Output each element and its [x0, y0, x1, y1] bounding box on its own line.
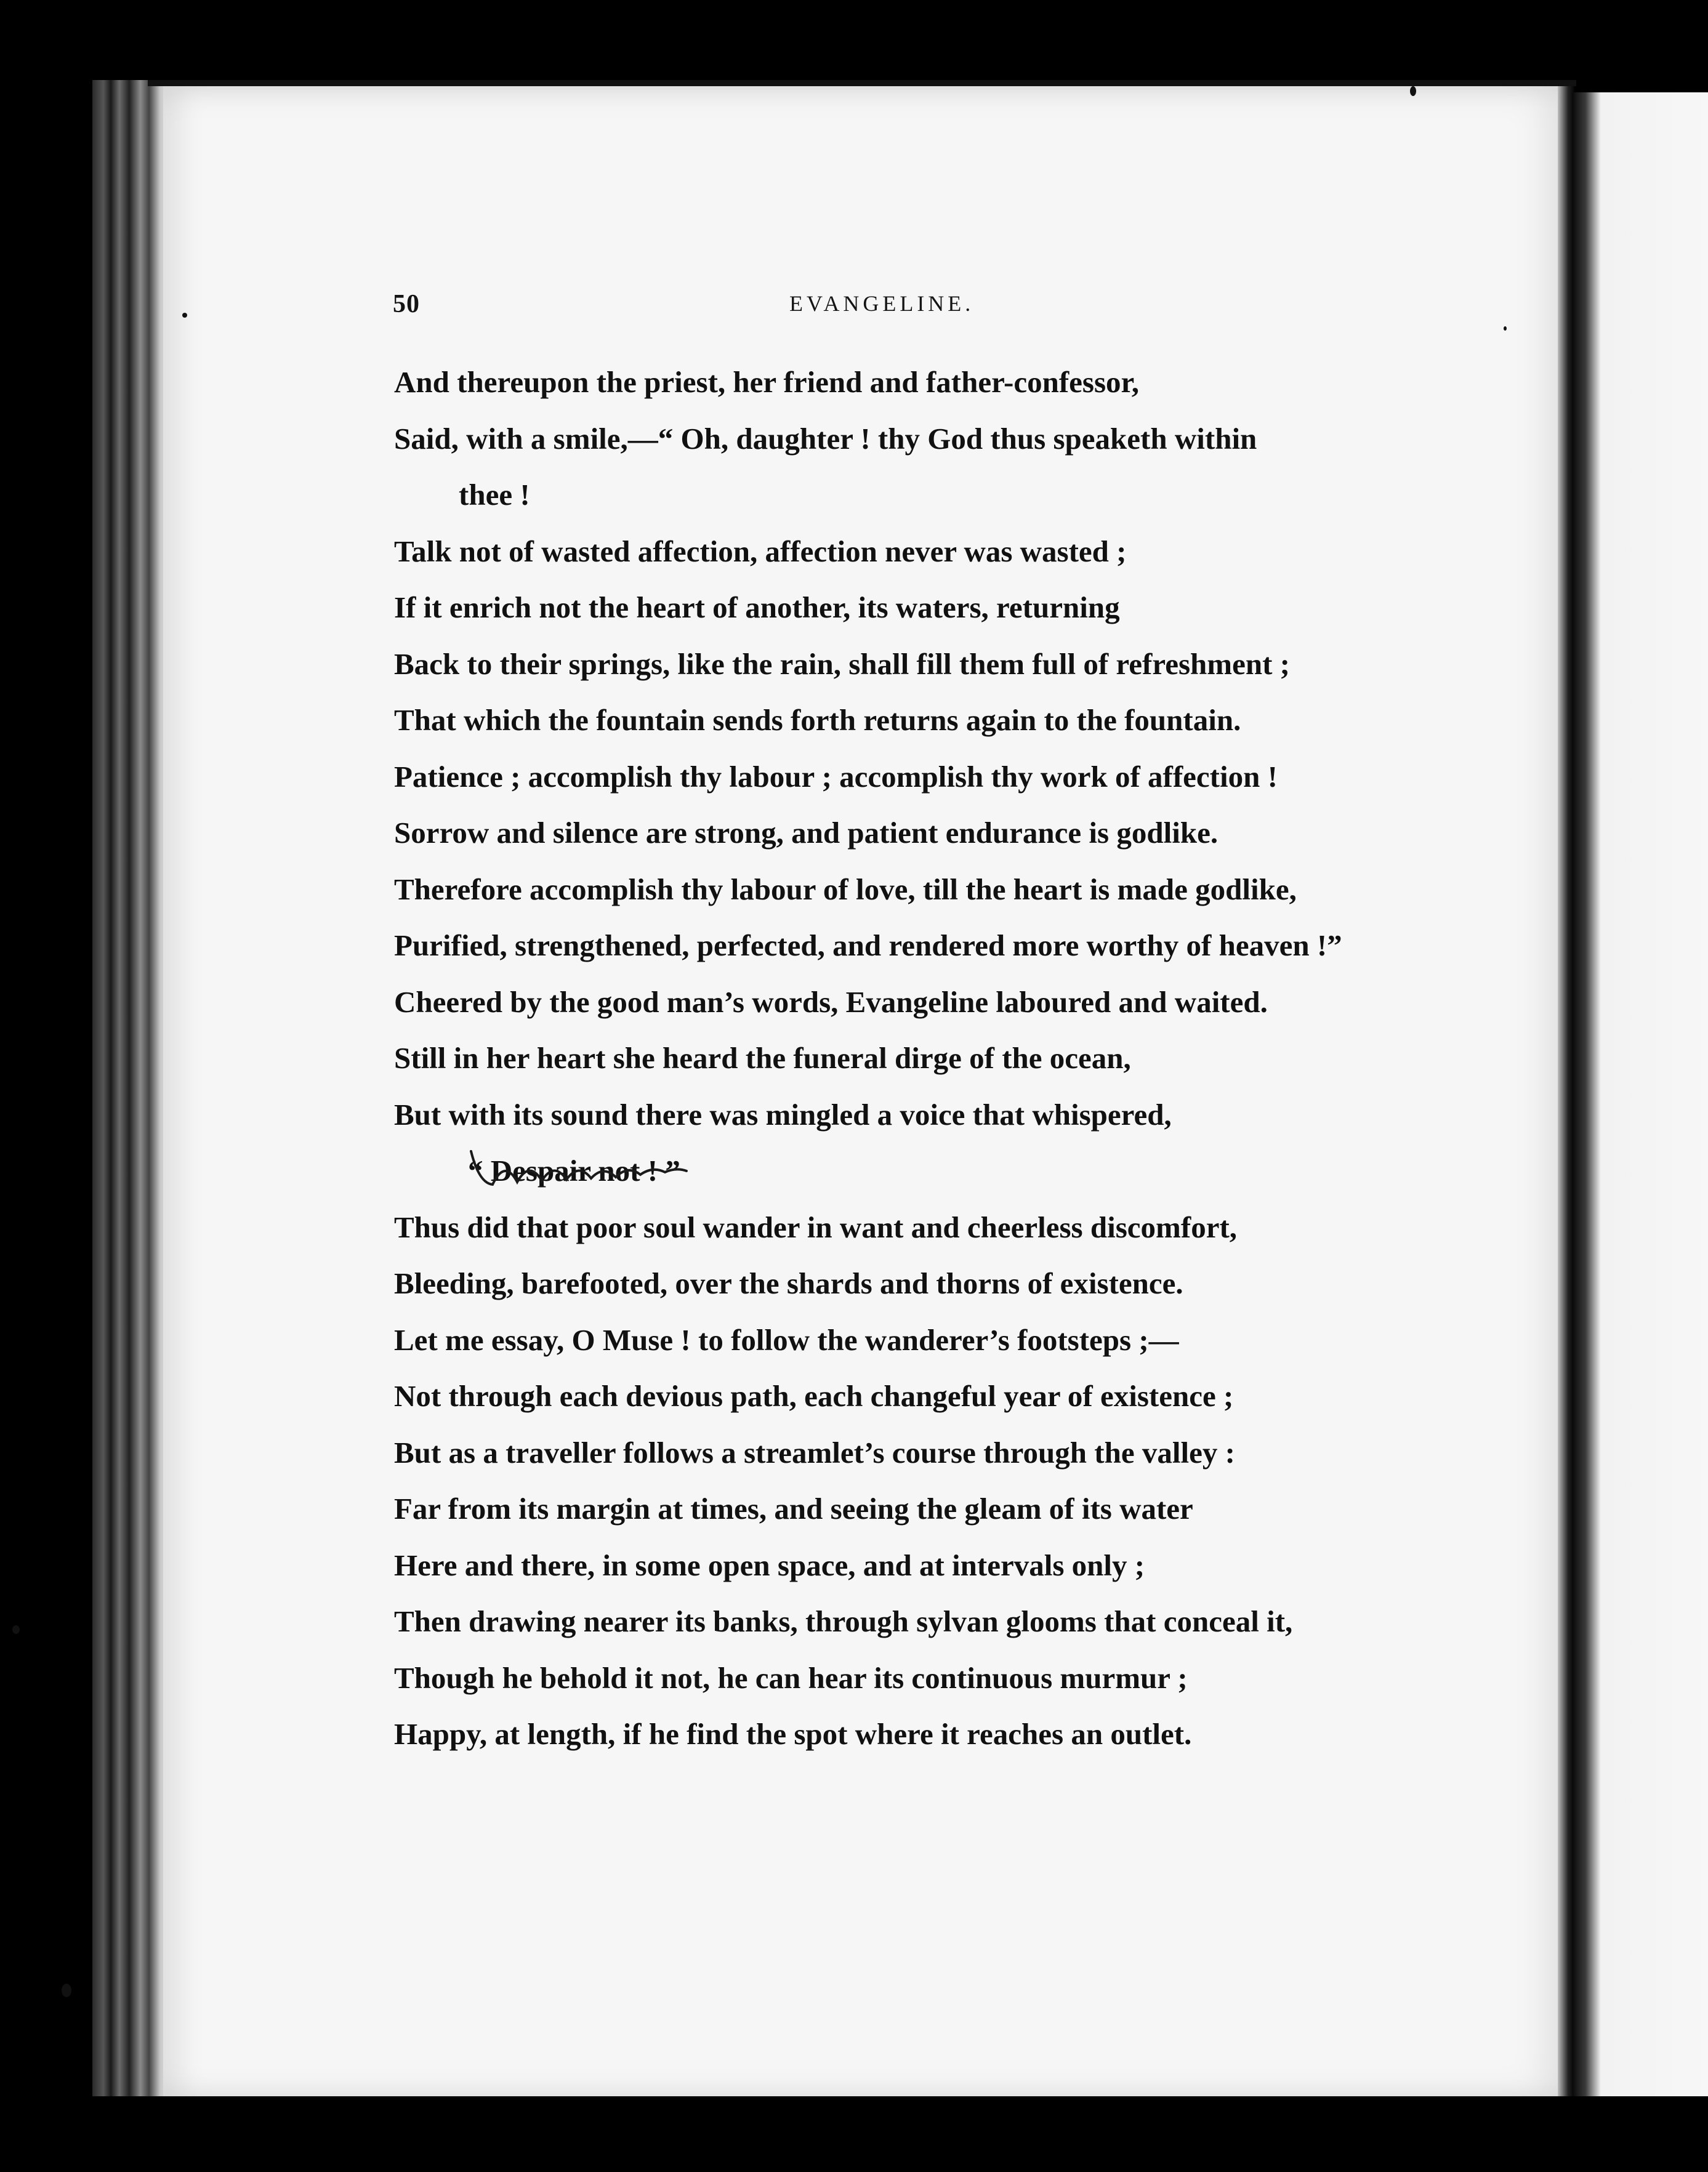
- dust-speck: [1504, 326, 1507, 331]
- poem-line: Then drawing nearer its banks, through sylvan glooms that conceal it,: [394, 1604, 1293, 1638]
- poem-line: Patience ; accomplish thy labour ; accomplish thy work of affection !: [394, 759, 1278, 794]
- poem-line: Bleeding, barefooted, over the shards and thorns of existence.: [394, 1266, 1183, 1300]
- poem-line: Talk not of wasted affection, affection never was wasted ;: [394, 534, 1127, 568]
- poem-line: Here and there, in some open space, and at intervals only ;: [394, 1548, 1145, 1582]
- poem-line: Cheered by the good man’s words, Evangeline laboured and waited.: [394, 984, 1268, 1019]
- poem-line: Sorrow and silence are strong, and patient endurance is godlike.: [394, 816, 1219, 850]
- dust-speck: [1410, 86, 1416, 96]
- poem-line: But with its sound there was mingled a voice that whispered,: [394, 1097, 1172, 1132]
- poem-line: Purified, strengthened, perfected, and rendered more worthy of heaven !”: [394, 928, 1342, 962]
- poem-line: Far from its margin at times, and seeing the gleam of its water: [394, 1492, 1193, 1526]
- bottom-border: [92, 2096, 1708, 2172]
- poem-line: Back to their springs, like the rain, shall fill them full of refreshment ;: [394, 646, 1290, 681]
- page-top-edge: [148, 80, 1576, 86]
- poem-line: But as a traveller follows a streamlet’s course through the valley :: [394, 1435, 1235, 1470]
- poem-line: Though he behold it not, he can hear its continuous murmur ;: [394, 1660, 1188, 1695]
- dust-speck: [12, 1625, 20, 1634]
- dust-speck: [62, 1984, 71, 1997]
- left-page-edges: [92, 80, 172, 2099]
- poem-line: Let me essay, O Muse ! to follow the wanderer’s footsteps ;—: [394, 1322, 1179, 1357]
- poem-line: Thus did that poor soul wander in want and cheerless discomfort,: [394, 1210, 1238, 1244]
- poem-line: And thereupon the priest, her friend and father-confessor,: [394, 365, 1140, 399]
- poem-line: Not through each devious path, each changeful year of existence ;: [394, 1379, 1234, 1413]
- poem-line: That which the fountain sends forth returns again to the fountain.: [394, 703, 1241, 737]
- page-number: 50: [393, 290, 420, 318]
- running-title: EVANGELINE.: [789, 291, 975, 316]
- poem-line: Said, with a smile,—“ Oh, daughter ! thy God thus speaketh within: [394, 421, 1257, 456]
- handwritten-squiggle-mark: [468, 1146, 690, 1196]
- poem-line-continuation: “ Despair not ! ”: [468, 1154, 680, 1188]
- book-gutter: [1558, 86, 1575, 2106]
- poem-line: Happy, at length, if he find the spot where it reaches an outlet.: [394, 1717, 1192, 1751]
- facing-page-edge: [1573, 92, 1708, 2099]
- poem-line-continuation: thee !: [459, 478, 530, 512]
- running-head: [0, 289, 1708, 326]
- poem-line: If it enrich not the heart of another, its waters, returning: [394, 590, 1120, 624]
- poem-line: Still in her heart she heard the funeral dirge of the ocean,: [394, 1041, 1131, 1075]
- poem-line: Therefore accomplish thy labour of love, till the heart is made godlike,: [394, 872, 1297, 906]
- poem-text: [394, 354, 1441, 1763]
